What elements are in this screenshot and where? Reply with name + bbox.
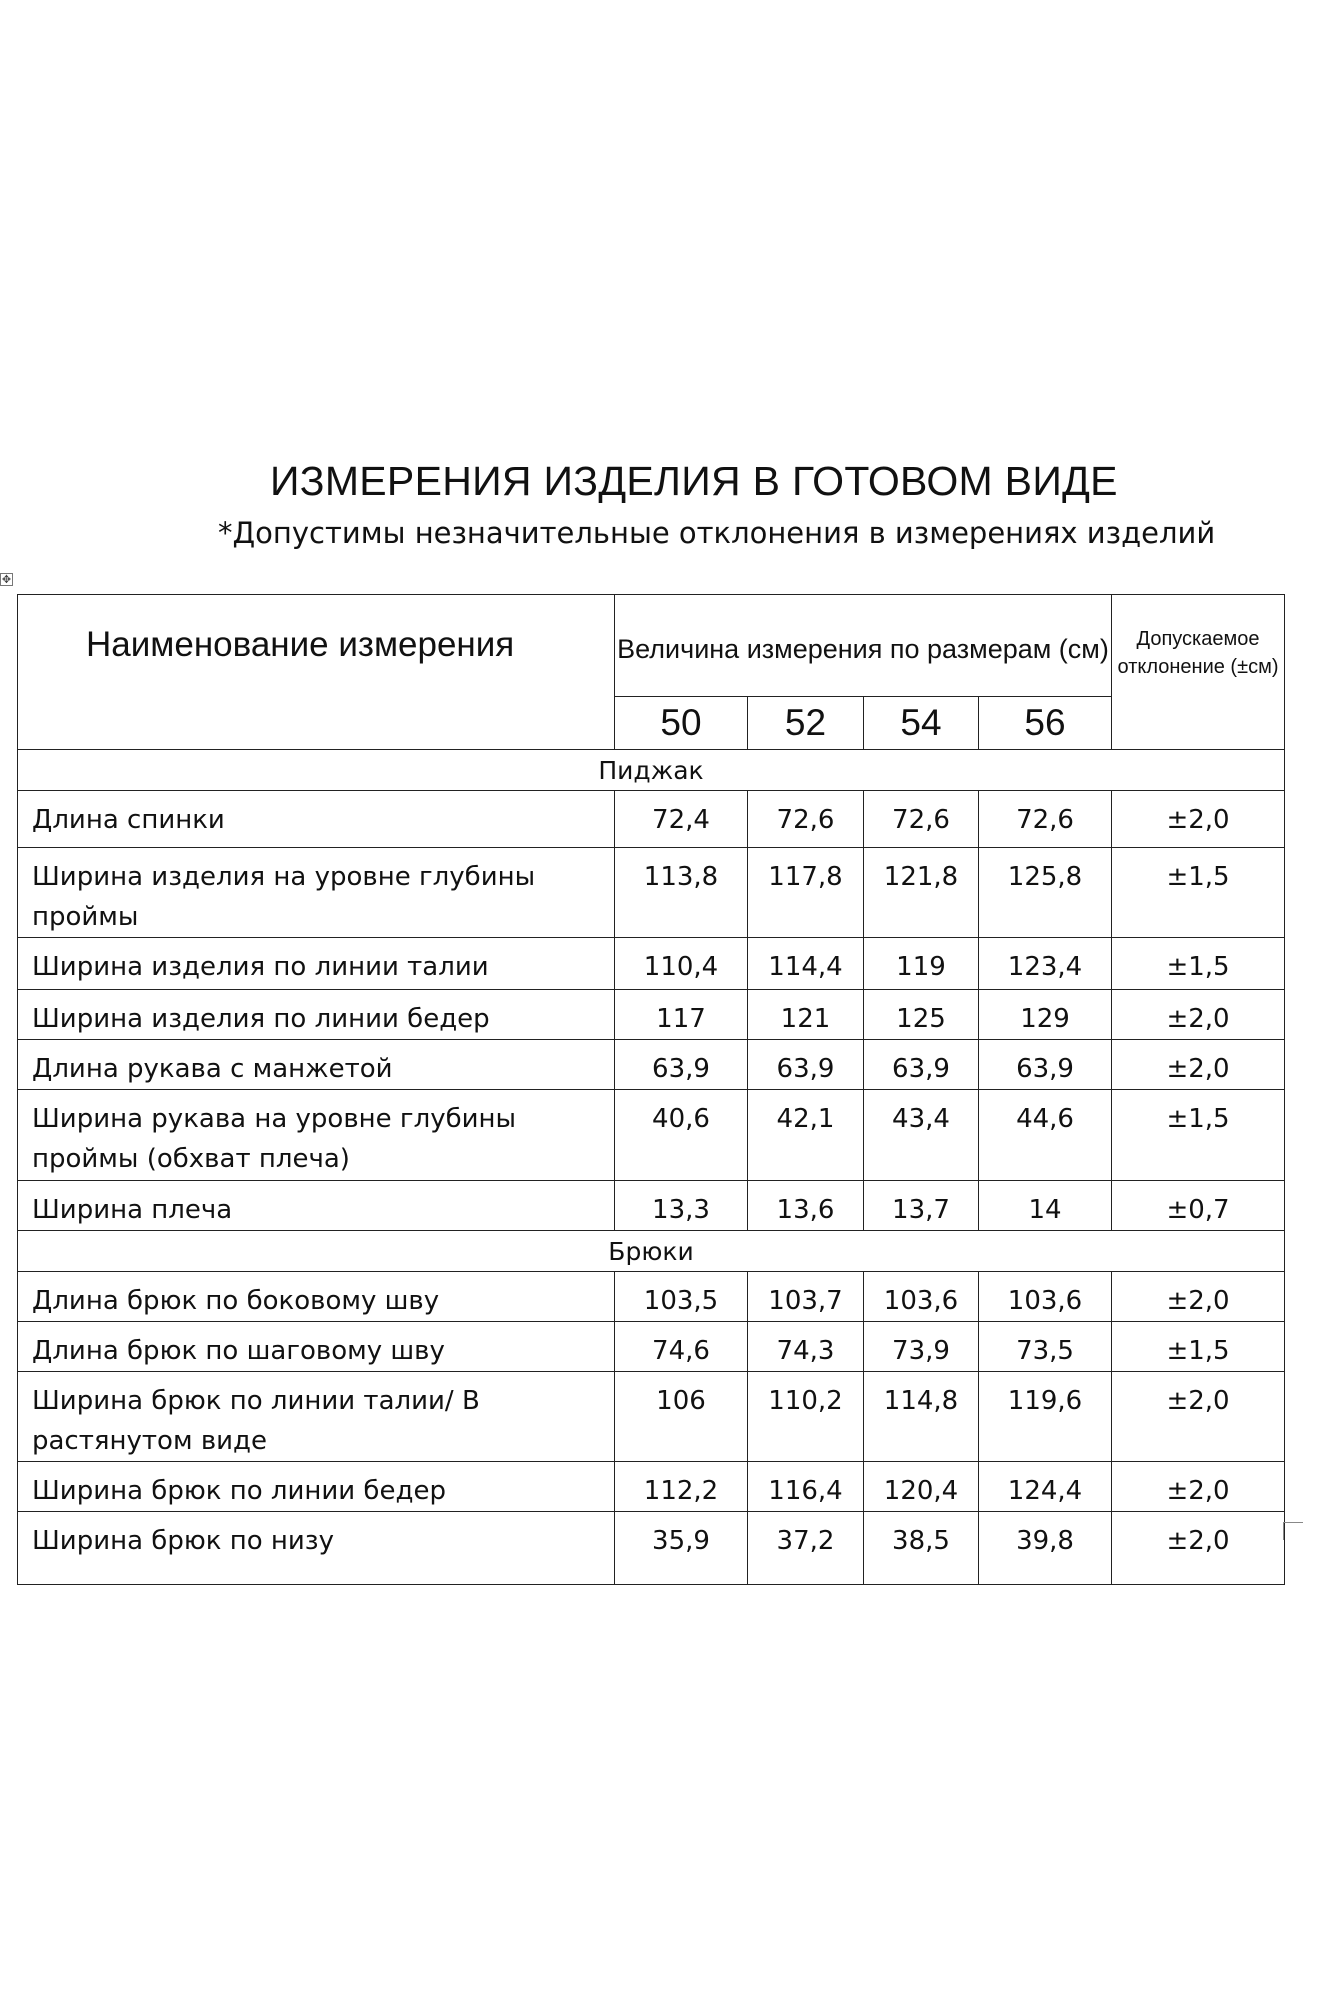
table-row (18, 1512, 1285, 1585)
tolerance-value: ±2,0 (1112, 1512, 1285, 1585)
tolerance-value: ±2,0 (1112, 1272, 1285, 1322)
table-row (18, 1372, 1285, 1462)
measurement-value: 112,2 (615, 1462, 748, 1512)
table-row (18, 1090, 1285, 1181)
measurement-name: Длина рукава с манжетой (18, 1040, 615, 1090)
measurement-name: Ширина брюк по низу (18, 1512, 615, 1585)
measurement-value: 63,9 (864, 1040, 979, 1090)
measurement-value: 38,5 (864, 1512, 979, 1585)
table-row (18, 791, 1285, 848)
measurement-value: 72,6 (864, 791, 979, 848)
measurement-name: Ширина рукава на уровне глубины проймы (обхват плеча) (18, 1090, 615, 1181)
document-subtitle: *Допустимы незначительные отклонения в измерениях изделий (218, 516, 1216, 550)
tolerance-value: ±1,5 (1112, 848, 1285, 938)
tolerance-value: ±2,0 (1112, 791, 1285, 848)
measurement-value: 114,4 (748, 938, 864, 990)
measurement-value: 37,2 (748, 1512, 864, 1585)
tolerance-value: ±1,5 (1112, 1090, 1285, 1181)
measurement-value: 43,4 (864, 1090, 979, 1181)
table-row (18, 1322, 1285, 1372)
measurement-value: 72,6 (748, 791, 864, 848)
table-row (18, 1272, 1285, 1322)
measurement-name: Ширина плеча (18, 1181, 615, 1231)
table-row (18, 848, 1285, 938)
section-header: Брюки (18, 1231, 1285, 1272)
tolerance-value: ±1,5 (1112, 938, 1285, 990)
measurement-value: 74,3 (748, 1322, 864, 1372)
table-row (18, 990, 1285, 1040)
size-header-cell: 52 (748, 697, 864, 750)
measurement-value: 103,7 (748, 1272, 864, 1322)
tolerance-value: ±2,0 (1112, 1372, 1285, 1462)
measurement-value: 124,4 (979, 1462, 1112, 1512)
table-move-handle-icon[interactable]: ✥ (1, 573, 12, 586)
measurement-value: 44,6 (979, 1090, 1112, 1181)
measurement-value: 73,9 (864, 1322, 979, 1372)
measurement-name: Ширина брюк по линии талии/ В растянутом виде (18, 1372, 615, 1462)
measurement-value: 40,6 (615, 1090, 748, 1181)
measurement-value: 42,1 (748, 1090, 864, 1181)
size-header-cell: 54 (864, 697, 979, 750)
measurement-name: Ширина изделия по линии талии (18, 938, 615, 990)
measurement-value: 63,9 (979, 1040, 1112, 1090)
measurement-value: 125,8 (979, 848, 1112, 938)
size-chart-table (17, 594, 1285, 1585)
measurement-value: 123,4 (979, 938, 1112, 990)
measurement-name: Ширина изделия на уровне глубины проймы (18, 848, 615, 938)
measurement-value: 103,6 (979, 1272, 1112, 1322)
measurement-value: 110,2 (748, 1372, 864, 1462)
measurement-value: 13,7 (864, 1181, 979, 1231)
measurement-value: 119 (864, 938, 979, 990)
measurement-value: 110,4 (615, 938, 748, 990)
measurement-value: 39,8 (979, 1512, 1112, 1585)
measurement-value: 119,6 (979, 1372, 1112, 1462)
header-size-values: Величина измерения по размерам (см) (615, 595, 1112, 697)
measurement-value: 14 (979, 1181, 1112, 1231)
measurement-value: 116,4 (748, 1462, 864, 1512)
measurement-name: Длина брюк по шаговому шву (18, 1322, 615, 1372)
size-header-cell: 56 (979, 697, 1112, 750)
measurement-name: Ширина изделия по линии бедер (18, 990, 615, 1040)
measurement-value: 129 (979, 990, 1112, 1040)
measurement-value: 117,8 (748, 848, 864, 938)
measurement-value: 103,6 (864, 1272, 979, 1322)
table-row (18, 1181, 1285, 1231)
measurement-value: 72,6 (979, 791, 1112, 848)
measurement-name: Длина спинки (18, 791, 615, 848)
table-row (18, 1040, 1285, 1090)
measurement-value: 13,3 (615, 1181, 748, 1231)
measurement-value: 103,5 (615, 1272, 748, 1322)
header-measurement-name: Наименование измерения (18, 595, 615, 750)
measurement-value: 121 (748, 990, 864, 1040)
tolerance-value: ±2,0 (1112, 1462, 1285, 1512)
measurement-name: Длина брюк по боковому шву (18, 1272, 615, 1322)
tolerance-value: ±0,7 (1112, 1181, 1285, 1231)
measurement-value: 74,6 (615, 1322, 748, 1372)
table-resize-mark (1283, 1522, 1303, 1540)
measurement-value: 120,4 (864, 1462, 979, 1512)
measurement-value: 63,9 (615, 1040, 748, 1090)
measurement-value: 113,8 (615, 848, 748, 938)
tolerance-value: ±2,0 (1112, 1040, 1285, 1090)
measurement-value: 121,8 (864, 848, 979, 938)
measurement-value: 63,9 (748, 1040, 864, 1090)
measurement-value: 114,8 (864, 1372, 979, 1462)
measurement-value: 117 (615, 990, 748, 1040)
tolerance-value: ±1,5 (1112, 1322, 1285, 1372)
measurement-value: 13,6 (748, 1181, 864, 1231)
header-tolerance: Допускаемое отклонение (±см) (1112, 595, 1285, 750)
measurement-value: 35,9 (615, 1512, 748, 1585)
measurement-value: 106 (615, 1372, 748, 1462)
measurement-name: Ширина брюк по линии бедер (18, 1462, 615, 1512)
measurement-value: 72,4 (615, 791, 748, 848)
document-title: ИЗМЕРЕНИЯ ИЗДЕЛИЯ В ГОТОВОМ ВИДЕ (270, 458, 1118, 504)
measurement-value: 125 (864, 990, 979, 1040)
table-row (18, 1462, 1285, 1512)
measurement-value: 73,5 (979, 1322, 1112, 1372)
size-header-cell: 50 (615, 697, 748, 750)
table-row (18, 938, 1285, 990)
section-header: Пиджак (18, 750, 1285, 791)
tolerance-value: ±2,0 (1112, 990, 1285, 1040)
